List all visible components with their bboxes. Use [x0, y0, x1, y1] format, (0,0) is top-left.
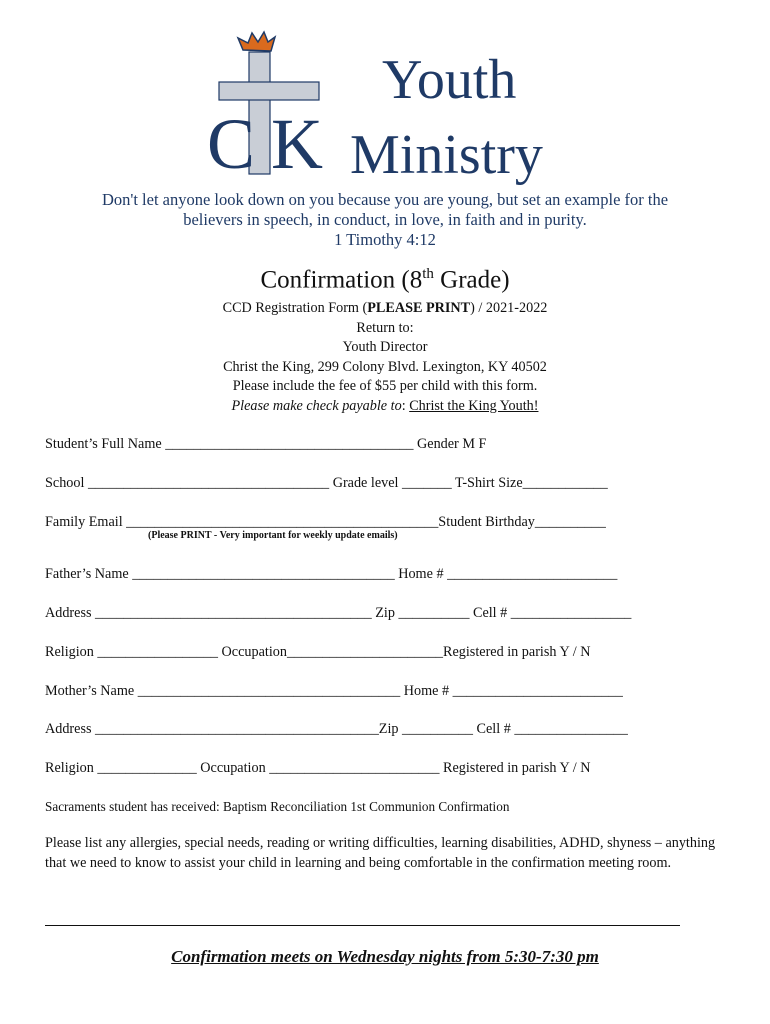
- check-payee: Christ the King Youth!: [409, 397, 539, 414]
- sacraments-field[interactable]: Sacraments student has received: Baptism Reconciliation 1st Communion Confirmation: [45, 799, 510, 814]
- student-name-field[interactable]: Student’s Full Name ___________________________________ Gender M F: [45, 436, 487, 452]
- notes-answer-line[interactable]: [45, 925, 680, 926]
- school-field[interactable]: School __________________________________ Grade level _______ T-Shirt Size____________: [45, 475, 608, 491]
- crown-icon: [238, 32, 275, 51]
- verse-line-1: Don't let anyone look down on you because you are young, but set an example for the: [101, 190, 669, 209]
- meeting-time-footer: Confirmation meets on Wednesday nights from 5:30-7:30 pm: [171, 947, 599, 966]
- verse-reference: 1 Timothy 4:12: [334, 230, 436, 249]
- cross-horizontal: [219, 82, 319, 100]
- title-post: Grade): [433, 266, 510, 294]
- reg-post: ) / 2021-2022: [470, 300, 548, 316]
- title-sup: th: [422, 266, 434, 282]
- father-religion-field[interactable]: Religion _________________ Occupation______________________Registered in parish Y / N: [45, 644, 591, 660]
- ctk-logo: [205, 30, 340, 180]
- return-to: Return to:: [356, 319, 414, 336]
- director: Youth Director: [342, 339, 428, 355]
- check-line: [0, 397, 770, 417]
- page-title: [0, 266, 770, 294]
- mailing-address: Christ the King, 299 Colony Blvd. Lexington, KY 40502: [223, 358, 547, 375]
- reg-bold: PLEASE PRINT: [367, 300, 471, 316]
- check-pre: Please make check payable to: [231, 397, 402, 414]
- family-email-field[interactable]: Family Email ____________________________________________Student Birthday__________: [45, 514, 606, 530]
- bible-verse: [40, 190, 730, 250]
- logo-letter-k: K: [271, 104, 323, 180]
- mother-religion-field[interactable]: Religion ______________ Occupation ________________________ Registered in parish Y / N: [45, 760, 591, 776]
- registration-line: [0, 299, 770, 319]
- logo-letter-c: C: [207, 104, 256, 180]
- verse-line-2: believers in speech, in conduct, in love, in faith and in purity.: [183, 210, 587, 229]
- header-ministry: Ministry: [350, 124, 543, 186]
- mother-name-field[interactable]: Mother’s Name _____________________________________ Home # ________________________: [45, 683, 623, 699]
- check-colon: :: [401, 397, 410, 414]
- title-pre: Confirmation (8: [260, 266, 423, 294]
- reg-pre: CCD Registration Form (: [222, 300, 368, 316]
- father-address-field[interactable]: Address _______________________________________ Zip __________ Cell # _________________: [45, 605, 632, 621]
- email-note: (Please PRINT - Very important for weekly update emails): [148, 530, 398, 541]
- father-name-field[interactable]: Father’s Name _____________________________________ Home # ________________________: [45, 566, 618, 582]
- registration-info: [0, 299, 770, 416]
- fee-line: Please include the fee of $55 per child with this form.: [232, 378, 538, 394]
- header-youth: Youth: [382, 49, 517, 111]
- notes-instructions: Please list any allergies, special needs, reading or writing difficulties, learning disabilities, ADHD, shyness – anything that we need to know to assist your child in learning and being comfortable in the confirmation meeting room.: [45, 835, 716, 871]
- mother-address-field[interactable]: Address ________________________________________Zip __________ Cell # ________________: [45, 721, 628, 737]
